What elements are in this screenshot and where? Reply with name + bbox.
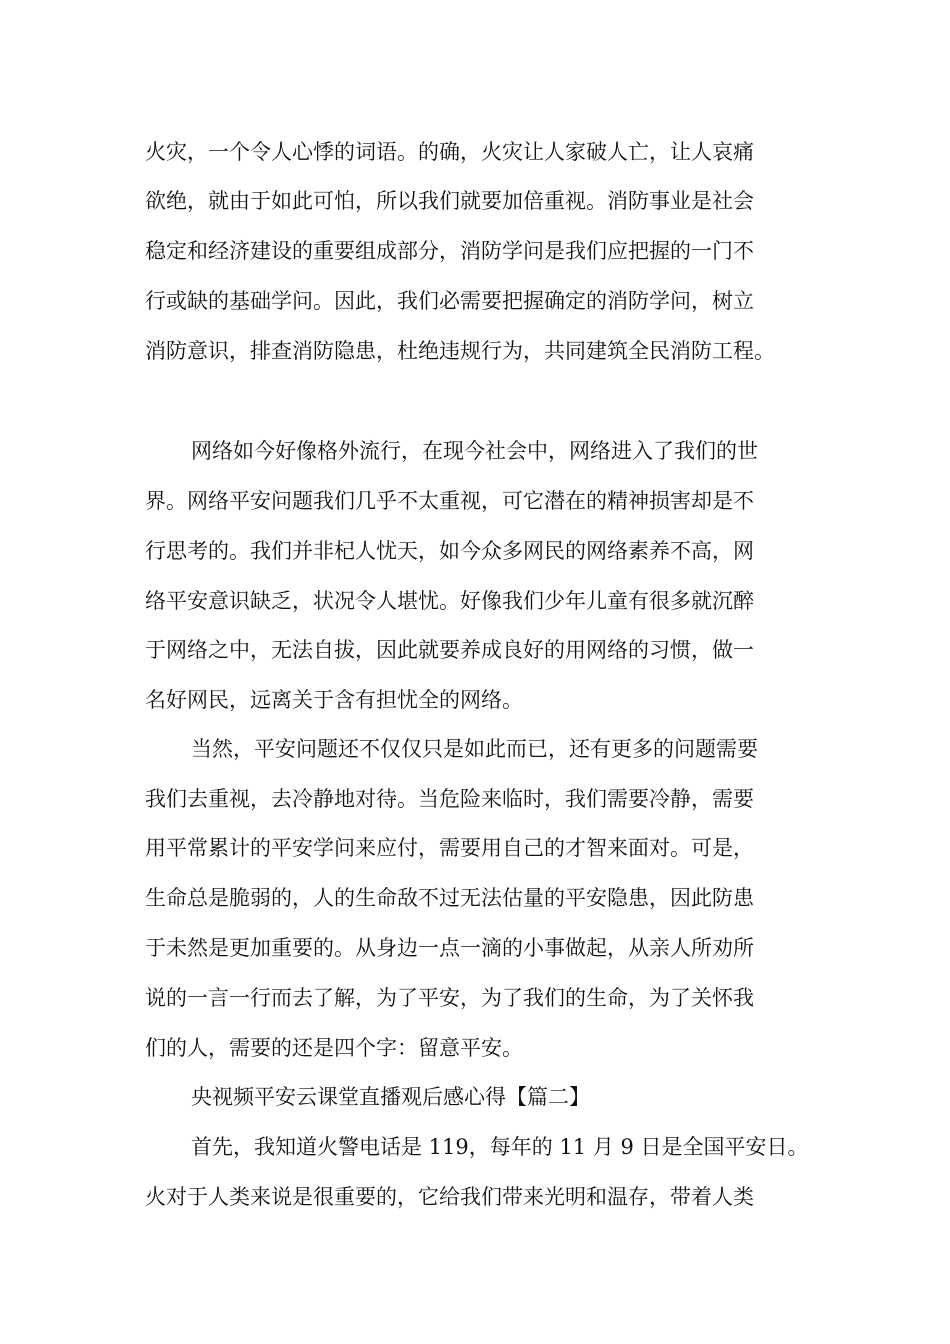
text-line: 用平常累计的平安学问来应付，需要用自己的才智来面对。可是， — [145, 836, 754, 860]
text-line: 界。网络平安问题我们几乎不太重视，可它潜在的精神损害却是不 — [145, 489, 754, 513]
text-line: 说的一言一行而去了解，为了平安，为了我们的生命，为了关怀我 — [145, 986, 754, 1010]
text-line: 火灾，一个令人心悸的词语。的确，火灾让人家破人亡，让人哀痛 — [145, 140, 754, 164]
text-line: 于网络之中，无法自拔，因此就要养成良好的用网络的习惯，做一 — [145, 638, 754, 662]
text-line: 火对于人类来说是很重要的，它给我们带来光明和温存，带着人类 — [145, 1185, 754, 1209]
text-line: 行或缺的基础学问。因此，我们必需要把握确定的消防学问，树立 — [145, 289, 754, 313]
text-line: 名好网民，远离关于含有担忧全的网络。 — [145, 688, 523, 712]
section-heading: 央视频平安云课堂直播观后感心得【篇二】 — [191, 1085, 590, 1109]
text-line: 生命总是脆弱的，人的生命敌不过无法估量的平安隐患，因此防患 — [145, 886, 754, 910]
text-line: 欲绝，就由于如此可怕，所以我们就要加倍重视。消防事业是社会 — [145, 189, 754, 213]
text-line: 行思考的。我们并非杞人忧天，如今众多网民的网络素养不高，网 — [145, 539, 754, 563]
text-line: 网络如今好像格外流行，在现今社会中，网络进入了我们的世 — [191, 439, 758, 463]
text-line: 于未然是更加重要的。从身边一点一滴的小事做起，从亲人所劝所 — [145, 936, 754, 960]
text-line: 们的人，需要的还是四个字：留意平安。 — [145, 1036, 523, 1060]
text-line: 我们去重视，去冷静地对待。当危险来临时，我们需要冷静，需要 — [145, 787, 754, 811]
text-line: 消防意识，排查消防隐患，杜绝违规行为，共同建筑全民消防工程。 — [145, 339, 775, 363]
text-line: 当然，平安问题还不仅仅只是如此而已，还有更多的问题需要 — [191, 737, 758, 761]
text-line: 首先，我知道火警电话是 119，每年的 11 月 9 日是全国平安日。 — [191, 1135, 809, 1159]
text-line: 稳定和经济建设的重要组成部分，消防学问是我们应把握的一门不 — [145, 239, 754, 263]
text-line: 络平安意识缺乏，状况令人堪忧。好像我们少年儿童有很多就沉醉 — [145, 589, 754, 613]
